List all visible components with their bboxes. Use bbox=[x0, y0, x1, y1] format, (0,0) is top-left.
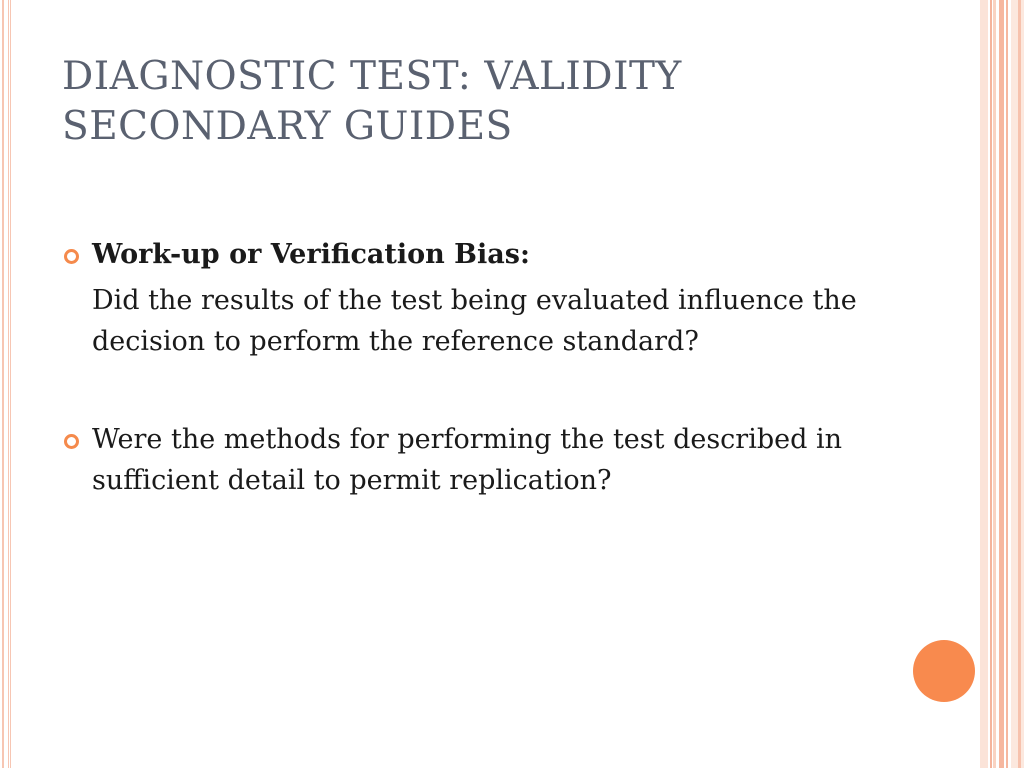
bullet-circle-icon bbox=[64, 249, 79, 264]
slide-title-line-1: DIAGNOSTIC TEST: VALIDITY bbox=[62, 54, 682, 99]
slide-title-line-2: SECONDARY GUIDES bbox=[62, 104, 513, 149]
right-border-stripe bbox=[980, 0, 988, 768]
right-border-stripe bbox=[990, 0, 992, 768]
left-border-line bbox=[8, 0, 9, 768]
bullet-circle-icon bbox=[64, 434, 79, 449]
orange-circle-decoration-icon bbox=[913, 640, 975, 702]
right-border-stripe bbox=[1018, 0, 1021, 768]
right-border-stripe bbox=[993, 0, 996, 768]
slide-content bbox=[62, 234, 942, 501]
left-border-line bbox=[10, 0, 11, 768]
bullet-item bbox=[62, 234, 942, 362]
bullet-body: Did the results of the test being evaluated influence the decision to perform the reference standard? bbox=[92, 285, 857, 357]
right-border-stripe bbox=[1006, 0, 1008, 768]
slide-title bbox=[62, 52, 962, 152]
bullet-item bbox=[62, 419, 942, 501]
bullet-body: Were the methods for performing the test described in sufficient detail to permit replication? bbox=[92, 424, 843, 496]
right-border-stripe bbox=[999, 0, 1004, 768]
left-border-line bbox=[2, 0, 4, 768]
bullet-heading: Work-up or Verification Bias: bbox=[92, 239, 530, 270]
